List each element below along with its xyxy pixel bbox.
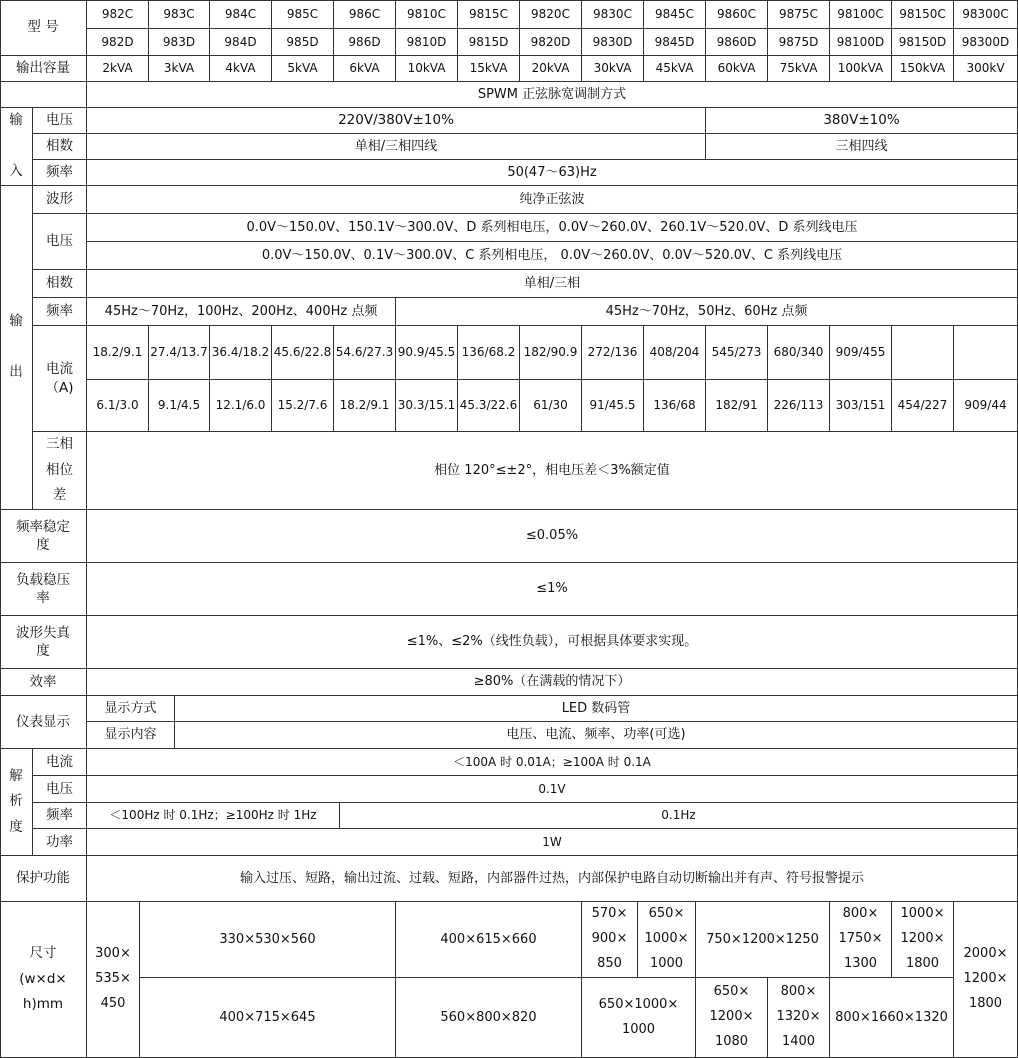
output-frequency-label: 频率 bbox=[33, 298, 87, 326]
size-cell: 750×1200×1250 bbox=[696, 902, 830, 978]
waveform-value: 纯净正弦波 bbox=[87, 186, 1018, 214]
output-group-label: 输 出 bbox=[0, 186, 33, 510]
output-voltage-label: 电压 bbox=[33, 214, 87, 270]
input-voltage-b: 380V±10% bbox=[706, 108, 1018, 134]
res-frequency-label: 频率 bbox=[33, 803, 87, 829]
res-frequency-a: ＜100Hz 时 0.1Hz；≥100Hz 时 1Hz bbox=[87, 803, 340, 829]
size-cell: 800×1660×1320 bbox=[830, 978, 954, 1058]
current-d-cell: 18.2/9.1 bbox=[334, 380, 396, 432]
size-cell: 800× 1320× 1400 bbox=[768, 978, 830, 1058]
current-c-cell: 27.4/13.7 bbox=[149, 326, 210, 380]
res-current-value: ＜100A 时 0.01A；≥100A 时 0.1A bbox=[87, 749, 1018, 776]
model-label: 型 号 bbox=[0, 0, 87, 56]
efficiency-value: ≥80%（在满载的情况下） bbox=[87, 669, 1018, 696]
input-voltage-label: 电压 bbox=[33, 108, 87, 134]
model-c-cell: 9860C bbox=[706, 0, 768, 29]
size-cell: 560×800×820 bbox=[396, 978, 582, 1058]
capacity-cell: 30kVA bbox=[582, 56, 644, 82]
capacity-cell: 150kVA bbox=[892, 56, 954, 82]
current-d-cell: 30.3/15.1 bbox=[396, 380, 458, 432]
output-current-label: 电流 （A) bbox=[33, 326, 87, 432]
size-cell: 1000× 1200× 1800 bbox=[892, 902, 954, 978]
model-d-cell: 982D bbox=[87, 29, 149, 56]
res-power-value: 1W bbox=[87, 829, 1018, 856]
current-c-cell: 272/136 bbox=[582, 326, 644, 380]
display-content-label: 显示内容 bbox=[87, 722, 175, 749]
capacity-cell: 5kVA bbox=[272, 56, 334, 82]
waveform-label: 波形 bbox=[33, 186, 87, 214]
model-c-cell: 98300C bbox=[954, 0, 1018, 29]
capacity-cell: 20kVA bbox=[520, 56, 582, 82]
model-d-cell: 98150D bbox=[892, 29, 954, 56]
model-d-cell: 98300D bbox=[954, 29, 1018, 56]
size-cell: 2000× 1200× 1800 bbox=[954, 902, 1018, 1058]
size-cell: 650× 1000× 1000 bbox=[638, 902, 696, 978]
model-d-cell: 9875D bbox=[768, 29, 830, 56]
size-cell: 650×1000× 1000 bbox=[582, 978, 696, 1058]
current-c-cell: 182/90.9 bbox=[520, 326, 582, 380]
model-d-cell: 9820D bbox=[520, 29, 582, 56]
model-c-cell: 983C bbox=[149, 0, 210, 29]
current-c-cell bbox=[954, 326, 1018, 380]
capacity-cell: 4kVA bbox=[210, 56, 272, 82]
output-phases-label: 相数 bbox=[33, 270, 87, 298]
size-cell: 800× 1750× 1300 bbox=[830, 902, 892, 978]
current-d-cell: 909/44 bbox=[954, 380, 1018, 432]
capacity-cell: 75kVA bbox=[768, 56, 830, 82]
efficiency-label: 效率 bbox=[0, 669, 87, 696]
model-d-cell: 9815D bbox=[458, 29, 520, 56]
current-d-cell: 61/30 bbox=[520, 380, 582, 432]
current-d-cell: 454/227 bbox=[892, 380, 954, 432]
protection-label: 保护功能 bbox=[0, 856, 87, 902]
current-d-cell: 12.1/6.0 bbox=[210, 380, 272, 432]
input-phases-a: 单相/三相四线 bbox=[87, 134, 706, 160]
input-voltage-a: 220V/380V±10% bbox=[87, 108, 706, 134]
input-phases-b: 三相四线 bbox=[706, 134, 1018, 160]
current-d-cell: 15.2/7.6 bbox=[272, 380, 334, 432]
res-voltage-value: 0.1V bbox=[87, 776, 1018, 803]
display-mode-label: 显示方式 bbox=[87, 696, 175, 722]
model-d-cell: 9830D bbox=[582, 29, 644, 56]
current-c-cell: 408/204 bbox=[644, 326, 706, 380]
current-c-cell: 680/340 bbox=[768, 326, 830, 380]
output-voltage-c: 0.0V～150.0V、0.1V～300.0V、C 系列相电压， 0.0V～260.0V、0.0V～520.0V、C 系列线电压 bbox=[87, 242, 1018, 270]
current-d-cell: 182/91 bbox=[706, 380, 768, 432]
current-c-cell: 90.9/45.5 bbox=[396, 326, 458, 380]
capacity-cell: 45kVA bbox=[644, 56, 706, 82]
model-c-cell: 9845C bbox=[644, 0, 706, 29]
current-c-cell: 18.2/9.1 bbox=[87, 326, 149, 380]
model-d-cell: 9845D bbox=[644, 29, 706, 56]
current-d-cell: 6.1/3.0 bbox=[87, 380, 149, 432]
protection-value: 输入过压、短路，输出过流、过载、短路，内部器件过热，内部保护电路自动切断输出并有声、符号报警提示 bbox=[87, 856, 1018, 902]
current-d-cell: 91/45.5 bbox=[582, 380, 644, 432]
model-c-cell: 986C bbox=[334, 0, 396, 29]
current-c-cell: 545/273 bbox=[706, 326, 768, 380]
resolution-label: 解 析 度 bbox=[0, 749, 33, 856]
distortion-value: ≤1%、≤2%（线性负载），可根据具体要求实现。 bbox=[87, 616, 1018, 669]
res-frequency-b: 0.1Hz bbox=[340, 803, 1018, 829]
phase-diff-value: 相位 120°≤±2°，相电压差＜3%额定值 bbox=[87, 432, 1018, 510]
model-d-cell: 9860D bbox=[706, 29, 768, 56]
size-cell: 650× 1200× 1080 bbox=[696, 978, 768, 1058]
res-power-label: 功率 bbox=[33, 829, 87, 856]
model-d-cell: 984D bbox=[210, 29, 272, 56]
size-cell: 300× 535× 450 bbox=[87, 902, 140, 1058]
capacity-cell: 60kVA bbox=[706, 56, 768, 82]
capacity-cell: 15kVA bbox=[458, 56, 520, 82]
load-stability-value: ≤1% bbox=[87, 563, 1018, 616]
model-c-cell: 982C bbox=[87, 0, 149, 29]
output-frequency-b: 45Hz～70Hz，50Hz、60Hz 点频 bbox=[396, 298, 1018, 326]
method-cell: SPWM 正弦脉宽调制方式 bbox=[87, 82, 1018, 108]
res-voltage-label: 电压 bbox=[33, 776, 87, 803]
res-current-label: 电流 bbox=[33, 749, 87, 776]
display-content-value: 电压、电流、频率、功率(可选) bbox=[175, 722, 1018, 749]
size-cell: 570× 900× 850 bbox=[582, 902, 638, 978]
model-c-cell: 9820C bbox=[520, 0, 582, 29]
model-c-cell: 985C bbox=[272, 0, 334, 29]
current-d-cell: 136/68 bbox=[644, 380, 706, 432]
phase-diff-label: 三相 相位 差 bbox=[33, 432, 87, 510]
size-label: 尺寸 (w×d× h)mm bbox=[0, 902, 87, 1058]
model-c-cell: 9810C bbox=[396, 0, 458, 29]
capacity-cell: 100kVA bbox=[830, 56, 892, 82]
current-c-cell bbox=[892, 326, 954, 380]
size-cell: 400×715×645 bbox=[140, 978, 396, 1058]
model-d-cell: 986D bbox=[334, 29, 396, 56]
input-frequency: 50(47～63)Hz bbox=[87, 160, 1018, 186]
current-c-cell: 36.4/18.2 bbox=[210, 326, 272, 380]
model-d-cell: 983D bbox=[149, 29, 210, 56]
capacity-cell: 300kV bbox=[954, 56, 1018, 82]
current-c-cell: 136/68.2 bbox=[458, 326, 520, 380]
size-cell: 400×615×660 bbox=[396, 902, 582, 978]
capacity-label: 输出容量 bbox=[0, 56, 87, 82]
size-cell: 330×530×560 bbox=[140, 902, 396, 978]
model-d-cell: 985D bbox=[272, 29, 334, 56]
display-mode-value: LED 数码管 bbox=[175, 696, 1018, 722]
capacity-cell: 3kVA bbox=[149, 56, 210, 82]
input-group-label: 输 入 bbox=[0, 108, 33, 186]
meter-label: 仪表显示 bbox=[0, 696, 87, 749]
capacity-cell: 10kVA bbox=[396, 56, 458, 82]
freq-stability-value: ≤0.05% bbox=[87, 510, 1018, 563]
output-voltage-d: 0.0V～150.0V、150.1V～300.0V、D 系列相电压，0.0V～260.0V、260.1V～520.0V、D 系列线电压 bbox=[87, 214, 1018, 242]
current-d-cell: 9.1/4.5 bbox=[149, 380, 210, 432]
model-d-cell: 9810D bbox=[396, 29, 458, 56]
load-stability-label: 负载稳压 率 bbox=[0, 563, 87, 616]
model-c-cell: 98100C bbox=[830, 0, 892, 29]
freq-stability-label: 频率稳定 度 bbox=[0, 510, 87, 563]
input-phases-label: 相数 bbox=[33, 134, 87, 160]
model-c-cell: 984C bbox=[210, 0, 272, 29]
current-c-cell: 909/455 bbox=[830, 326, 892, 380]
model-c-cell: 9830C bbox=[582, 0, 644, 29]
current-d-cell: 226/113 bbox=[768, 380, 830, 432]
output-frequency-a: 45Hz～70Hz，100Hz、200Hz、400Hz 点频 bbox=[87, 298, 396, 326]
current-c-cell: 45.6/22.8 bbox=[272, 326, 334, 380]
model-d-cell: 98100D bbox=[830, 29, 892, 56]
current-c-cell: 54.6/27.3 bbox=[334, 326, 396, 380]
input-frequency-label: 频率 bbox=[33, 160, 87, 186]
current-d-cell: 303/151 bbox=[830, 380, 892, 432]
output-phases-value: 单相/三相 bbox=[87, 270, 1018, 298]
model-c-cell: 9815C bbox=[458, 0, 520, 29]
capacity-cell: 6kVA bbox=[334, 56, 396, 82]
capacity-cell: 2kVA bbox=[87, 56, 149, 82]
distortion-label: 波形失真 度 bbox=[0, 616, 87, 669]
blank-cell bbox=[0, 82, 87, 108]
model-c-cell: 9875C bbox=[768, 0, 830, 29]
model-c-cell: 98150C bbox=[892, 0, 954, 29]
current-d-cell: 45.3/22.6 bbox=[458, 380, 520, 432]
